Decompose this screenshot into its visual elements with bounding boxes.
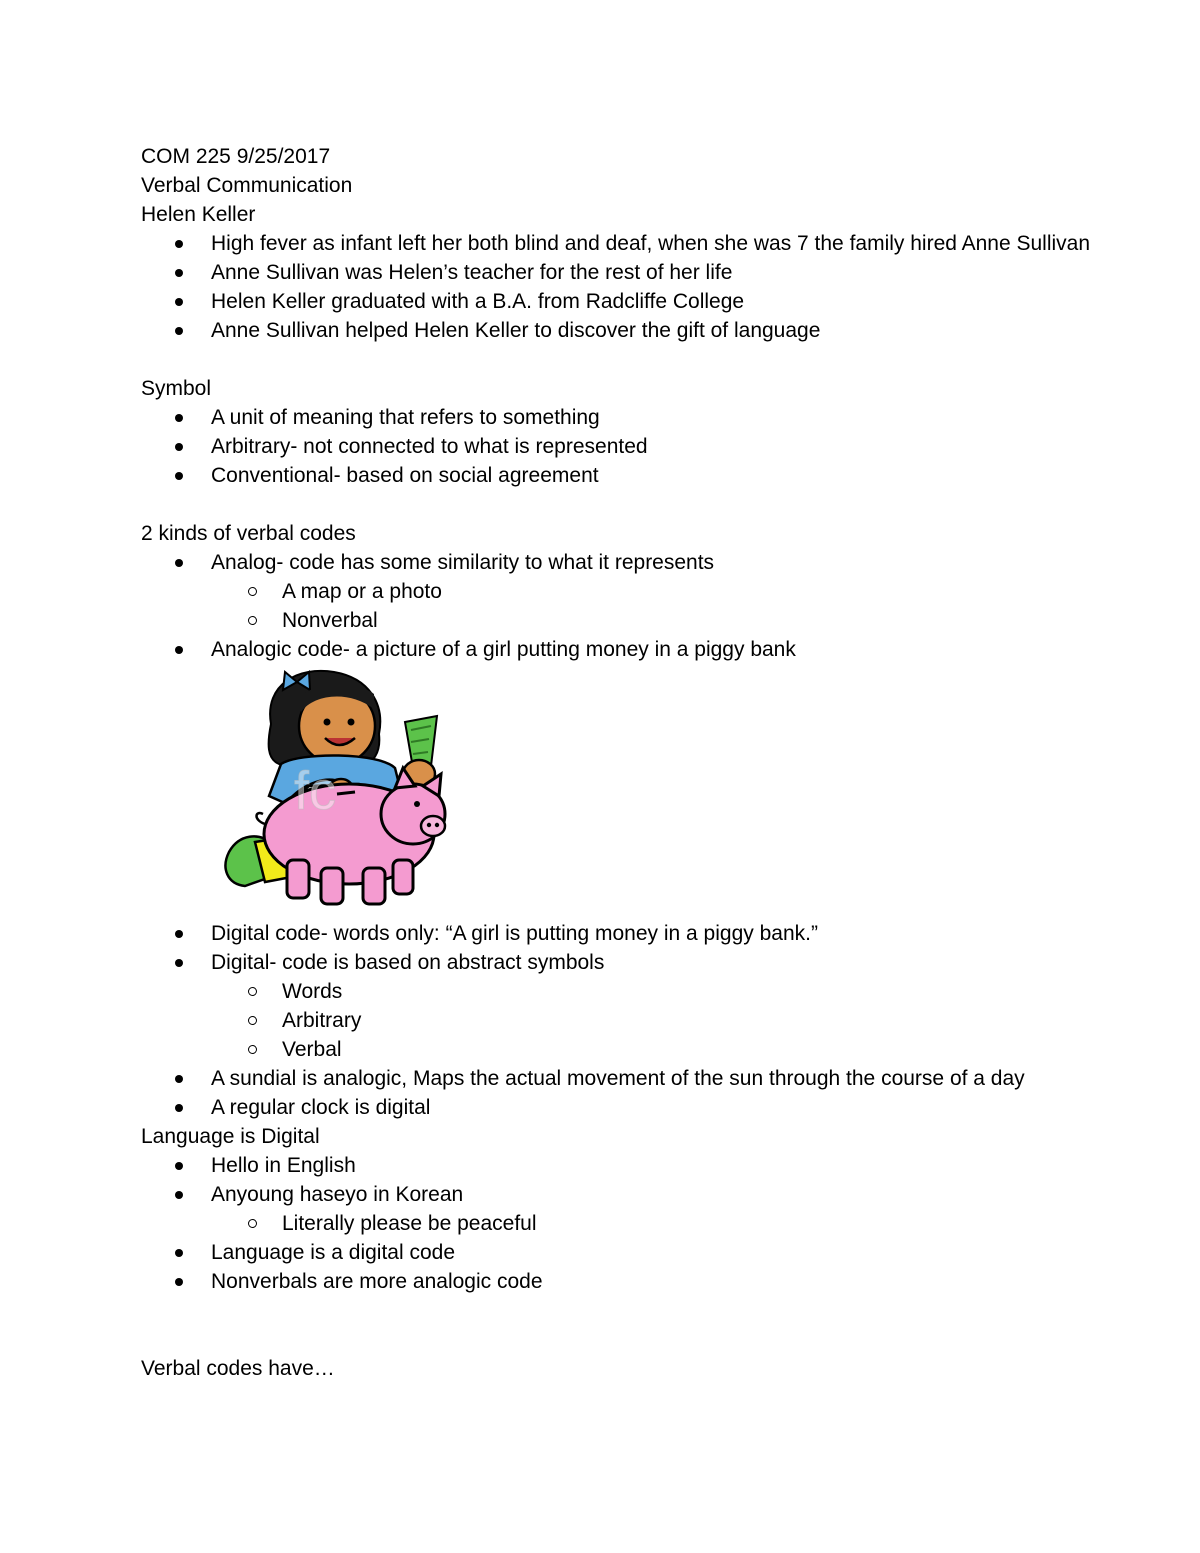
topic-title: Verbal Communication bbox=[141, 174, 353, 197]
verbal-codes-heading: 2 kinds of verbal codes bbox=[141, 522, 356, 545]
bullet-item: Anne Sullivan was Helen’s teacher for the rest of her life bbox=[141, 258, 1101, 287]
helen-keller-heading: Helen Keller bbox=[141, 203, 256, 226]
sub-bullet-item: Arbitrary bbox=[141, 1006, 1101, 1035]
image-watermark: fc bbox=[294, 761, 337, 821]
bullet-item: A regular clock is digital bbox=[141, 1093, 1101, 1122]
sub-bullet-item: Nonverbal bbox=[141, 606, 1101, 635]
sub-bullet-item: Literally please be peaceful bbox=[141, 1209, 1101, 1238]
document-page bbox=[141, 142, 1101, 1383]
spacer bbox=[141, 1325, 1101, 1354]
symbol-heading: Symbol bbox=[141, 377, 212, 400]
bullet-item: A sundial is analogic, Maps the actual movement of the sun through the course of a day bbox=[141, 1064, 1101, 1093]
course-line: COM 225 9/25/2017 bbox=[141, 145, 331, 168]
sub-bullet-item: Verbal bbox=[141, 1035, 1101, 1064]
bullet-item: Anyoung haseyo in Korean bbox=[141, 1180, 1101, 1209]
bullet-item: Language is a digital code bbox=[141, 1238, 1101, 1267]
bullet-item: Hello in English bbox=[141, 1151, 1101, 1180]
bullet-item: A unit of meaning that refers to something bbox=[141, 403, 1101, 432]
bullet-item: Arbitrary- not connected to what is represented bbox=[141, 432, 1101, 461]
sub-bullet-item: A map or a photo bbox=[141, 577, 1101, 606]
spacer bbox=[141, 490, 1101, 519]
spacer bbox=[141, 1296, 1101, 1325]
bullet-item: Helen Keller graduated with a B.A. from Radcliffe College bbox=[141, 287, 1101, 316]
bullet-item: High fever as infant left her both blind and deaf, when she was 7 the family hired Anne Sullivan bbox=[141, 229, 1101, 258]
verbal-codes-have-heading: Verbal codes have… bbox=[141, 1357, 335, 1380]
girl-piggy-bank-image bbox=[209, 664, 459, 919]
bullet-item: Analogic code- a picture of a girl putting money in a piggy bank bbox=[141, 635, 1101, 664]
spacer bbox=[141, 345, 1101, 374]
sub-bullet-item: Words bbox=[141, 977, 1101, 1006]
piggy-bank-illustration bbox=[209, 664, 459, 919]
bullet-item: Digital code- words only: “A girl is putting money in a piggy bank.” bbox=[141, 919, 1101, 948]
language-digital-heading: Language is Digital bbox=[141, 1125, 320, 1148]
bullet-item: Conventional- based on social agreement bbox=[141, 461, 1101, 490]
bullet-item: Nonverbals are more analogic code bbox=[141, 1267, 1101, 1296]
bullet-item: Anne Sullivan helped Helen Keller to discover the gift of language bbox=[141, 316, 1101, 345]
bullet-item: Analog- code has some similarity to what it represents bbox=[141, 548, 1101, 577]
bullet-item: Digital- code is based on abstract symbols bbox=[141, 948, 1101, 977]
